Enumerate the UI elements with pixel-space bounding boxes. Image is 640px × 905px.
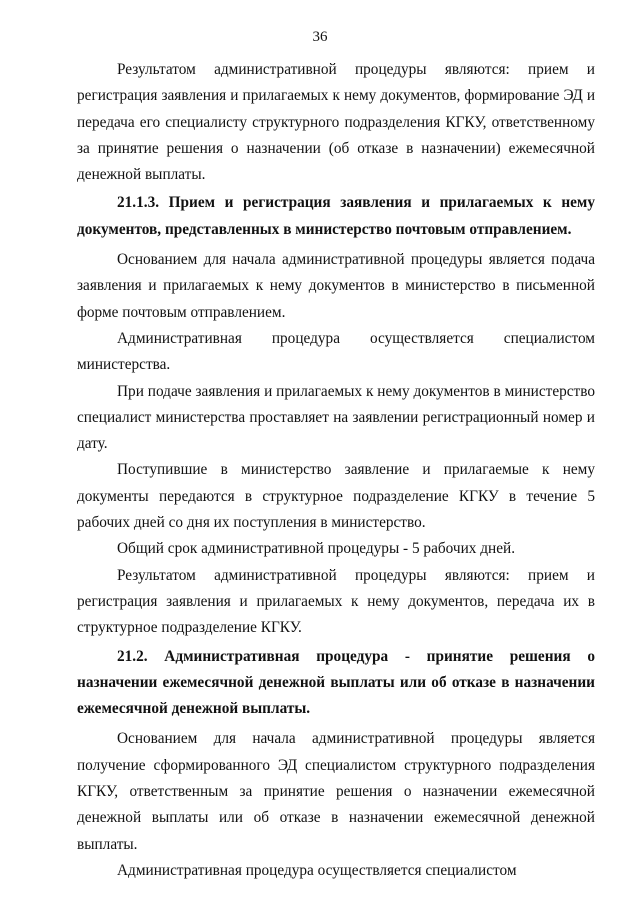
paragraph-basis-1: Основанием для начала административной процедуры является подача заявления и прилагаемых к нему документов в министерство в письменной форме почтовым отправлением. bbox=[77, 251, 595, 321]
page-number: 36 bbox=[312, 29, 328, 45]
section-heading-21-1-3: 21.1.3. Прием и регистрация заявления и прилагаемых к нему документов, представленных в министерство почтовым отправлением. bbox=[77, 194, 595, 238]
paragraph-performer-2: Административная процедура осуществляется специалистом bbox=[117, 861, 517, 879]
paragraph-result-2: Результатом административной процедуры являются: прием и регистрация заявления и прилагаемых к нему документов, передача их в структурное подразделение КГКУ. bbox=[77, 566, 595, 637]
document-body bbox=[77, 57, 595, 884]
paragraph-basis-2: Основанием для начала административной процедуры является получение сформированного ЭД специалистом структурного подразделения КГКУ, ответственным за принятие решения о назначении ежемесячной денежной выплаты или об отказе в назначении ежемесячной денежной выплаты. bbox=[77, 730, 595, 853]
paragraph-registration: При подаче заявления и прилагаемых к нему документов в министерство специалист министерства проставляет на заявлении регистрационный номер и дату. bbox=[77, 382, 595, 453]
section-heading-21-2: 21.2. Административная процедура - принятие решения о назначении ежемесячной денежной выплаты или об отказе в назначении ежемесячной денежной выплаты. bbox=[77, 647, 595, 718]
paragraph-transfer: Поступившие в министерство заявление и прилагаемые к нему документы передаются в структурное подразделение КГКУ в течение 5 рабочих дней со дня их поступления в министерство. bbox=[77, 461, 595, 532]
paragraph-performer-1: Административная процедура осуществляется специалистом министерства. bbox=[77, 329, 595, 374]
paragraph-result-1: Результатом административной процедуры являются: прием и регистрация заявления и прилагаемых к нему документов, формирование ЭД и передача его специалисту структурного подразделения КГКУ, ответственному за принятие решения о назначении (об отказе в назначении) ежемесячной денежной выплаты. bbox=[77, 61, 595, 184]
paragraph-term: Общий срок административной процедуры - 5 рабочих дней. bbox=[117, 540, 516, 558]
